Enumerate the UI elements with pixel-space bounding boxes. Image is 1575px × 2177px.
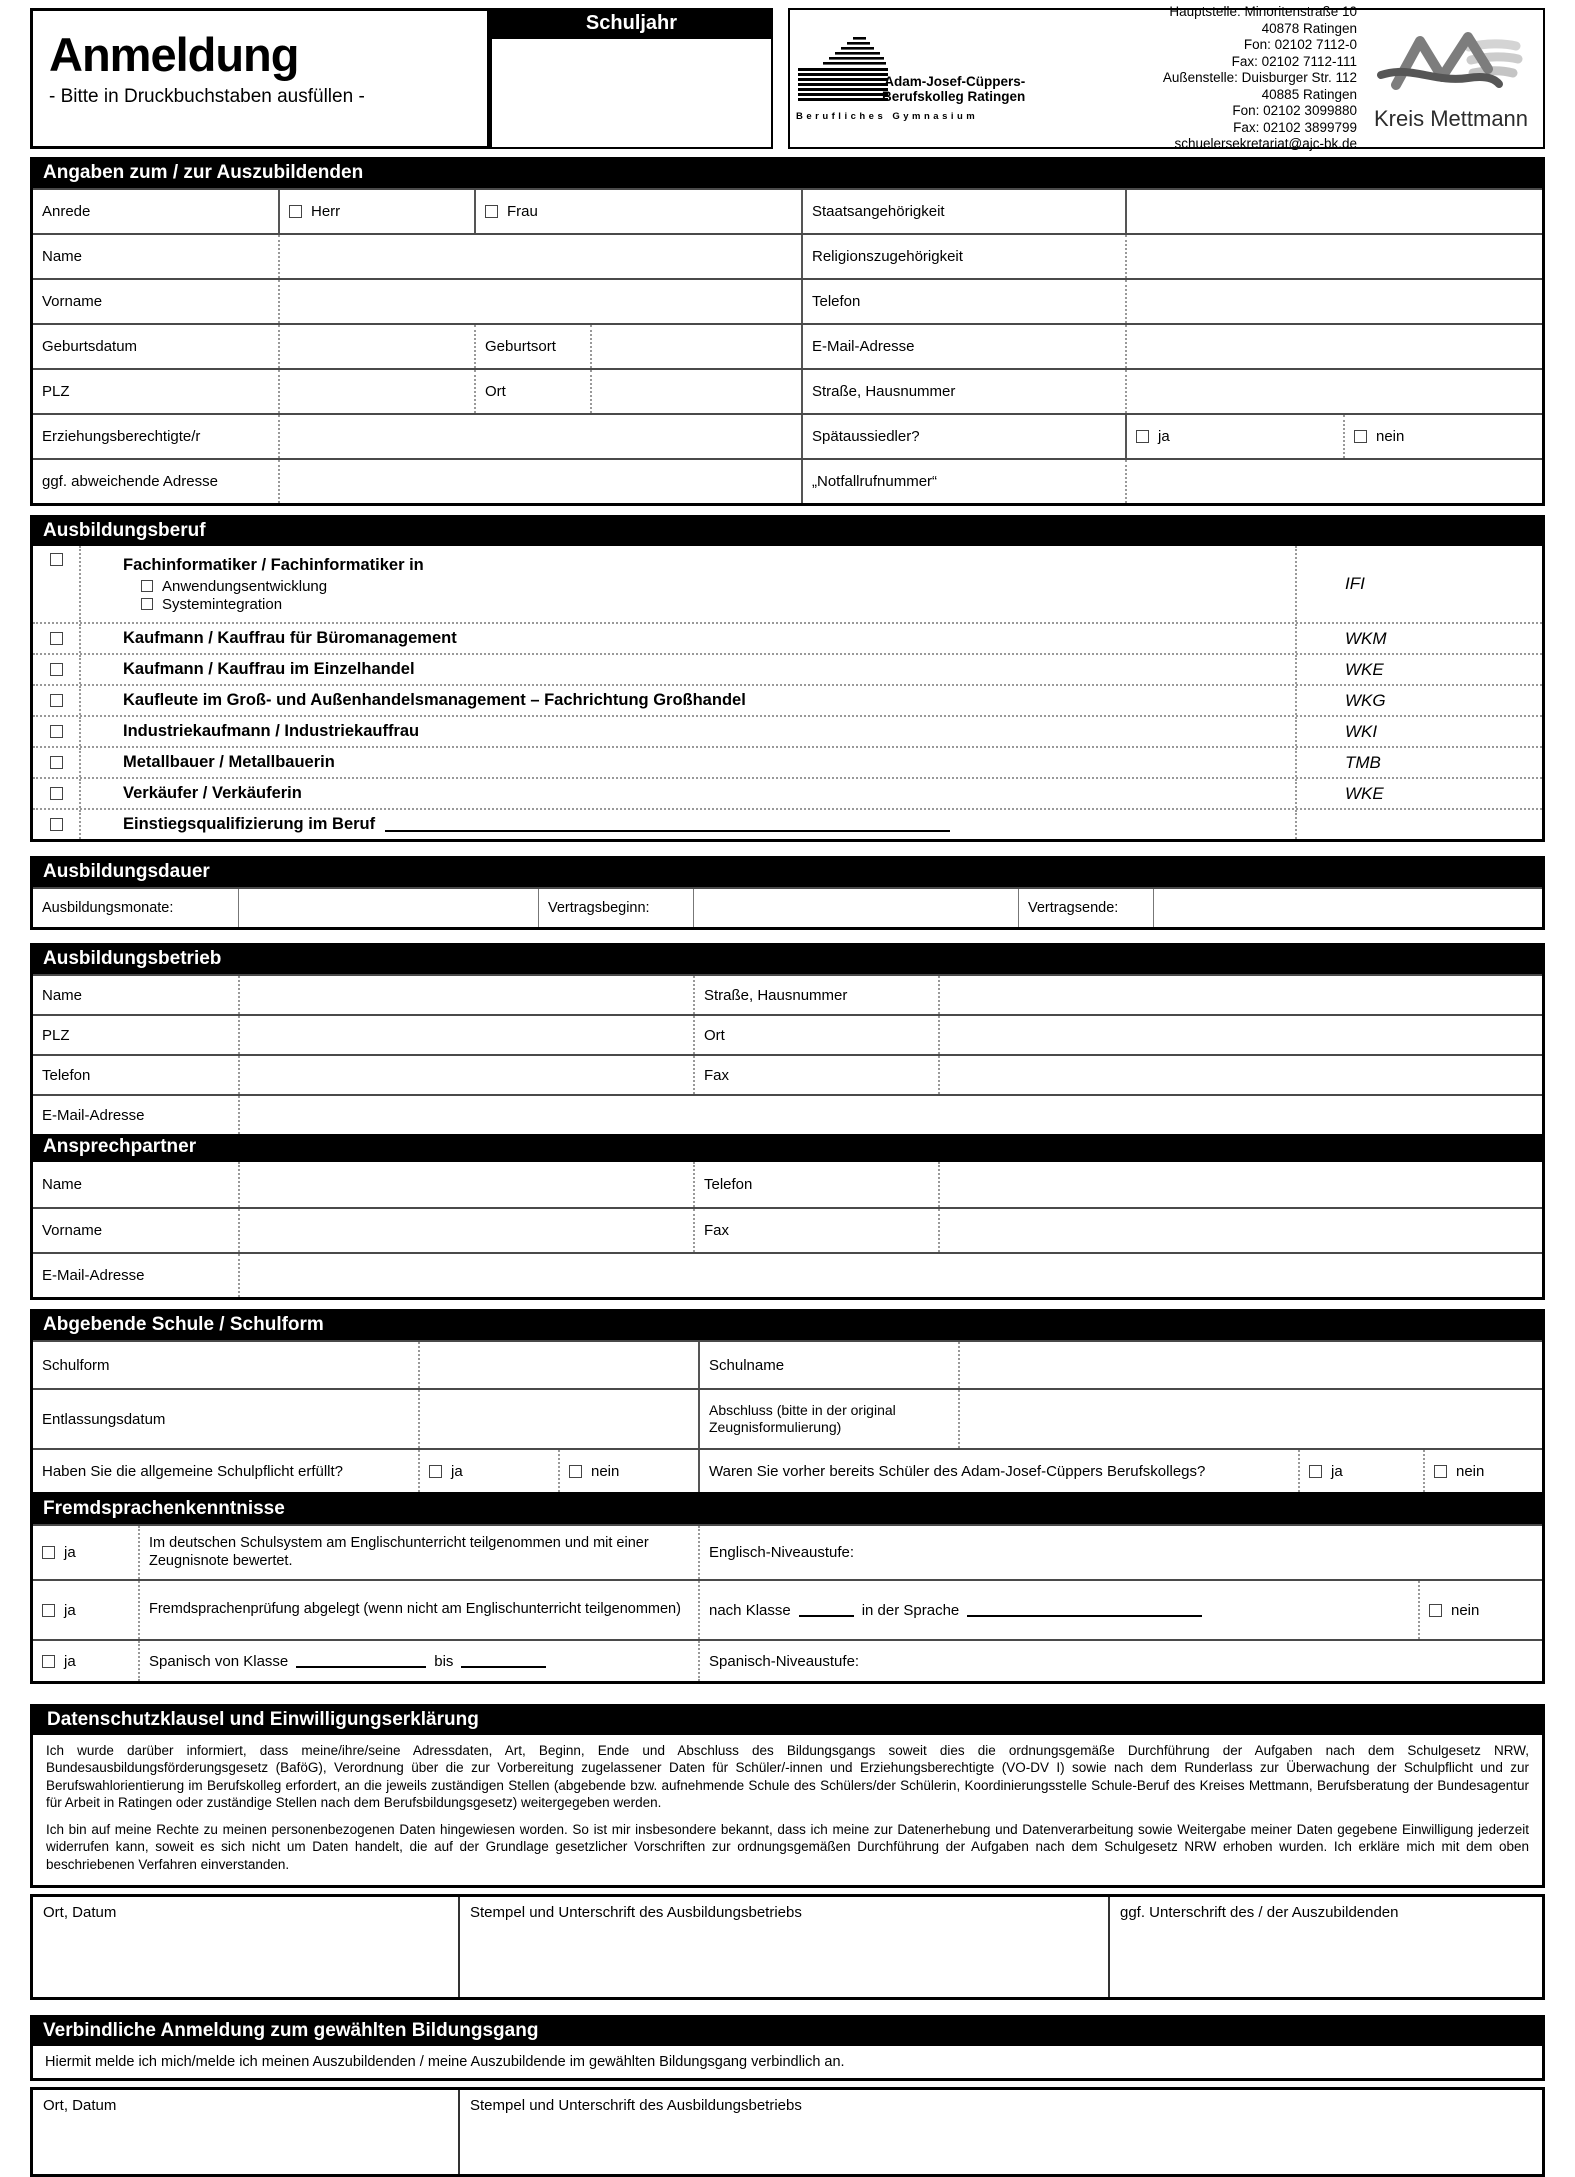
telefon-label: Telefon bbox=[801, 280, 1125, 323]
input-notfallrufnummer[interactable] bbox=[1125, 460, 1542, 503]
unterschrift-azubi-field[interactable] bbox=[1108, 1897, 1542, 1997]
beruf-label: Verkäufer / Verkäuferin bbox=[79, 779, 1295, 808]
checkbox-vorher-nein[interactable] bbox=[1423, 1450, 1542, 1492]
nein-label: nein bbox=[591, 1462, 620, 1480]
input-abschluss[interactable] bbox=[958, 1390, 1542, 1448]
checkbox-vorher-ja[interactable] bbox=[1298, 1450, 1423, 1492]
vorher-nein-checkbox-icon[interactable] bbox=[1434, 1465, 1447, 1478]
betrieb-plz-label: PLZ bbox=[42, 1026, 70, 1044]
staatsangehoerigkeit-label: Staatsangehörigkeit bbox=[801, 190, 1125, 233]
school-name bbox=[882, 74, 1025, 109]
address-line: Fon: 02102 3099880 bbox=[1232, 103, 1357, 119]
input-geburtsdatum[interactable] bbox=[278, 325, 474, 368]
input-geburtsort[interactable] bbox=[590, 325, 801, 368]
grosshandel-checkbox-icon[interactable] bbox=[50, 694, 63, 707]
ort-label: Ort bbox=[474, 370, 590, 413]
input-ap-email[interactable] bbox=[238, 1254, 1542, 1297]
input-betrieb-ort[interactable] bbox=[938, 1016, 1542, 1054]
row-englisch bbox=[33, 1524, 1542, 1579]
input-staatsangehoerigkeit[interactable] bbox=[1125, 190, 1542, 233]
beruf-row-industriekaufmann bbox=[33, 715, 1542, 746]
checkbox-systemintegration[interactable] bbox=[141, 596, 1295, 613]
input-email[interactable] bbox=[1125, 325, 1542, 368]
address-line: Fax: 02102 7112-111 bbox=[1231, 53, 1357, 69]
datenschutz-signature-box bbox=[30, 1894, 1545, 2000]
schuljahr-label: Schuljahr bbox=[492, 10, 771, 39]
checkbox-spaetaussiedler-nein[interactable] bbox=[1343, 415, 1542, 458]
schulname-label: Schulname bbox=[698, 1342, 958, 1388]
schulform-label: Schulform bbox=[42, 1356, 110, 1374]
ja-label: ja bbox=[1158, 428, 1170, 445]
input-ap-vorname[interactable] bbox=[238, 1209, 693, 1252]
row-plz bbox=[33, 368, 1542, 413]
metallbauer-checkbox-icon[interactable] bbox=[50, 756, 63, 769]
vertragsbeginn-label: Vertragsbeginn: bbox=[538, 889, 693, 927]
ajc-logo-icon bbox=[796, 35, 892, 109]
address-line: Fon: 02102 7112-0 bbox=[1243, 37, 1357, 53]
ap-vorname-label: Vorname bbox=[42, 1222, 103, 1239]
checkbox-einstiegsqualifizierung[interactable] bbox=[33, 810, 79, 839]
unterschrift-azubi-label: ggf. Unterschrift des / der Auszubildenden bbox=[1120, 1903, 1399, 1921]
section-abgebende-schule-title: Abgebende Schule / Schulform bbox=[33, 1312, 1542, 1340]
row-schulform bbox=[33, 1340, 1542, 1388]
ap-email-label: E-Mail-Adresse bbox=[42, 1267, 145, 1284]
input-betrieb-telefon[interactable] bbox=[238, 1056, 693, 1094]
einzelhandel-checkbox-icon[interactable] bbox=[50, 663, 63, 676]
row-name bbox=[33, 233, 1542, 278]
verbindliche-anmeldung-text: Hiermit melde ich mich/melde ich meinen Auszubildenden / meine Auszubildende im gewählten Bildungsgang verbindlich an. bbox=[45, 2053, 845, 2070]
row-betrieb-telefon bbox=[33, 1054, 1542, 1094]
input-strasse[interactable] bbox=[1125, 370, 1542, 413]
beruf-label: Fachinformatiker / Fachinformatiker in bbox=[123, 555, 424, 574]
school-name-line2: Berufskolleg Ratingen bbox=[882, 89, 1026, 105]
geburtsdatum-label: Geburtsdatum bbox=[42, 338, 138, 355]
beruf-row-einstiegsqualifizierung bbox=[33, 808, 1542, 839]
section-fremdsprachen bbox=[30, 1494, 1545, 1684]
input-vertragsbeginn[interactable] bbox=[693, 889, 1018, 927]
row-erziehungsberechtigte bbox=[33, 413, 1542, 458]
industriekaufmann-checkbox-icon[interactable] bbox=[50, 725, 63, 738]
englisch-text: Im deutschen Schulsystem am Englischunterricht teilgenommen und mit einer Zeugnisnote bewertet. bbox=[138, 1526, 698, 1579]
ja-label: ja bbox=[451, 1462, 463, 1480]
input-entlassungsdatum[interactable] bbox=[418, 1390, 698, 1448]
pruefung-ja-checkbox-icon[interactable] bbox=[42, 1604, 55, 1617]
section-ausbildungsdauer bbox=[30, 856, 1545, 930]
input-betrieb-strasse[interactable] bbox=[938, 976, 1542, 1014]
anwendungsentwicklung-checkbox-icon[interactable] bbox=[141, 580, 153, 592]
input-plz[interactable] bbox=[278, 370, 474, 413]
section-personal-title: Angaben zum / zur Auszubildenden bbox=[33, 160, 1542, 188]
herr-checkbox-icon[interactable] bbox=[289, 205, 302, 218]
notfallrufnummer-label: „Notfallrufnummer“ bbox=[801, 460, 1125, 503]
checkbox-schulpflicht-ja[interactable] bbox=[418, 1450, 558, 1492]
row-ausbildungsdauer bbox=[33, 887, 1542, 927]
datenschutz-text bbox=[33, 1735, 1542, 1885]
input-betrieb-email[interactable] bbox=[238, 1096, 1542, 1134]
page-title: Anmeldung bbox=[49, 28, 299, 81]
checkbox-frau[interactable] bbox=[474, 190, 801, 233]
section-ausbildungsdauer-title: Ausbildungsdauer bbox=[33, 859, 1542, 887]
beruf-label: Industriekaufmann / Industriekauffrau bbox=[79, 717, 1295, 746]
betrieb-fax-label: Fax bbox=[693, 1056, 938, 1094]
row-anrede bbox=[33, 188, 1542, 233]
in-der-sprache-label: in der Sprache bbox=[861, 1601, 960, 1619]
beruf-label: Kaufmann / Kauffrau im Einzelhandel bbox=[79, 655, 1295, 684]
input-ort[interactable] bbox=[590, 370, 801, 413]
nein-label: nein bbox=[1451, 1601, 1480, 1619]
vertragsende-label: Vertragsende: bbox=[1018, 889, 1153, 927]
input-schulname[interactable] bbox=[958, 1342, 1542, 1388]
section-personal bbox=[30, 157, 1545, 506]
sprache-fill-line[interactable] bbox=[967, 1603, 1202, 1617]
address-line: schuelersekretariat@ajc-bk.de bbox=[1174, 136, 1357, 152]
beruf-label: Kaufleute im Groß- und Außenhandelsmanagement – Fachrichtung Großhandel bbox=[79, 686, 1295, 715]
input-betrieb-fax[interactable] bbox=[938, 1056, 1542, 1094]
row-vorname bbox=[33, 278, 1542, 323]
religionszugehoerigkeit-label: Religionszugehörigkeit bbox=[801, 235, 1125, 278]
bis-label: bis bbox=[434, 1652, 454, 1670]
spanisch-text bbox=[138, 1641, 698, 1681]
ap-telefon-label: Telefon bbox=[693, 1162, 938, 1207]
checkbox-spaetaussiedler-ja[interactable] bbox=[1125, 415, 1343, 458]
spanisch-niveau-label: Spanisch-Niveaustufe: bbox=[698, 1641, 1542, 1681]
beruf-row-verkaeufer bbox=[33, 777, 1542, 808]
verbindlich-stempel-field[interactable] bbox=[458, 2090, 1542, 2174]
row-geburtsdatum bbox=[33, 323, 1542, 368]
checkbox-spanisch-ja[interactable] bbox=[33, 1641, 138, 1681]
section-fremdsprachen-title: Fremdsprachenkenntnisse bbox=[33, 1496, 1542, 1524]
englisch-niveau-label: Englisch-Niveaustufe: bbox=[698, 1526, 1542, 1579]
beruf-label-einstiegsqualifizierung bbox=[79, 810, 1295, 839]
beruf-code: TMB bbox=[1295, 748, 1542, 777]
betrieb-ort-label: Ort bbox=[693, 1016, 938, 1054]
input-betrieb-plz[interactable] bbox=[238, 1016, 693, 1054]
address-line: Außenstelle: Duisburger Str. 112 bbox=[1162, 70, 1357, 86]
spanisch-von-fill-line[interactable] bbox=[296, 1654, 426, 1668]
systemintegration-checkbox-icon[interactable] bbox=[141, 598, 153, 610]
input-telefon[interactable] bbox=[1125, 280, 1542, 323]
verbindlich-ort-datum-label: Ort, Datum bbox=[43, 2096, 117, 2114]
ausbildungsmonate-label: Ausbildungsmonate: bbox=[42, 900, 174, 916]
beruf-code: IFI bbox=[1295, 546, 1542, 622]
verbindlich-ort-datum-field[interactable] bbox=[33, 2090, 458, 2174]
vorher-ja-checkbox-icon[interactable] bbox=[1309, 1465, 1322, 1478]
einstiegsqualifizierung-checkbox-icon[interactable] bbox=[50, 818, 63, 831]
input-name[interactable] bbox=[278, 235, 801, 278]
beruf-row-grosshandel bbox=[33, 684, 1542, 715]
page-subtitle: - Bitte in Druckbuchstaben ausfüllen - bbox=[49, 86, 365, 107]
abschluss-label: Abschluss (bitte in der original Zeugnisformulierung) bbox=[698, 1390, 958, 1448]
input-ap-fax[interactable] bbox=[938, 1209, 1542, 1252]
input-religionszugehoerigkeit[interactable] bbox=[1125, 235, 1542, 278]
checkbox-herr[interactable] bbox=[278, 190, 474, 233]
section-ansprechpartner-title: Ansprechpartner bbox=[33, 1134, 1542, 1162]
schulpflicht-ja-checkbox-icon[interactable] bbox=[429, 1465, 442, 1478]
kreis-mettmann-icon bbox=[1376, 25, 1526, 103]
betrieb-strasse-label: Straße, Hausnummer bbox=[693, 976, 938, 1014]
beruf-row-metallbauer bbox=[33, 746, 1542, 777]
kreis-mettmann-label: Kreis Mettmann bbox=[1373, 106, 1529, 131]
ja-label: ja bbox=[1331, 1462, 1343, 1480]
schuljahr-box bbox=[490, 8, 773, 149]
einstiegsqualifizierung-fill-line[interactable] bbox=[385, 818, 950, 832]
datenschutz-absatz1: Ich wurde darüber informiert, dass meine/ihre/seine Adressdaten, Art, Beginn, Ende und Abschluss des Bildungsgangs soweit dies die ordnungsgemäße Durchführung der Aufgaben nach dem Schulgesetz NRW, Bundesausbildungsförderungsgesetz (BaföG), Verordnung über die zur Vorbereitung zugelassener Daten für Schüler/-innen und Erziehungsberechtigte (VO-DV I) sowie nach dem Runderlass zur Überwachung der Schulpflicht und zur Berufswahlorientierung im Berufskolleg erfordert, an die jeweils zuständigen Stellen (abgebende bzw. aufnehmende Schule des Schülers/der Schülerin, Koordinierungsstelle Schule-Beruf des Kreises Mettmann, Berufsberatung der Bundesagentur für Arbeit in Ratingen oder zuständige Stellen nach dem Berufsbildungsgesetz) weitergegeben werden. bbox=[46, 1743, 1529, 1810]
ja-label: ja bbox=[64, 1601, 76, 1619]
pruefung-details bbox=[698, 1581, 1418, 1639]
school-info-box bbox=[788, 4, 1545, 152]
checkbox-englisch-ja[interactable] bbox=[33, 1526, 138, 1579]
ajc-logo bbox=[796, 35, 1044, 122]
row-betrieb-plz bbox=[33, 1014, 1542, 1054]
betrieb-telefon-label: Telefon bbox=[42, 1066, 91, 1084]
schuljahr-input[interactable] bbox=[492, 39, 771, 147]
schulpflicht-frage: Haben Sie die allgemeine Schulpflicht erfüllt? bbox=[42, 1462, 344, 1480]
section-ausbildungsberuf-title: Ausbildungsberuf bbox=[33, 518, 1542, 546]
ja-label: ja bbox=[64, 1544, 76, 1561]
input-ap-telefon[interactable] bbox=[938, 1162, 1542, 1207]
stempel-unterschrift-field[interactable] bbox=[458, 1897, 1108, 1997]
geburtsort-label: Geburtsort bbox=[474, 325, 590, 368]
row-ap-email bbox=[33, 1252, 1542, 1297]
spaetaussiedler-label: Spätaussiedler? bbox=[801, 415, 1125, 458]
betrieb-name-label: Name bbox=[42, 986, 83, 1004]
ap-fax-label: Fax bbox=[693, 1209, 938, 1252]
checkbox-einzelhandel[interactable] bbox=[33, 655, 79, 684]
spanisch-von-label: Spanisch von Klasse bbox=[149, 1652, 289, 1670]
betrieb-email-label: E-Mail-Adresse bbox=[42, 1106, 145, 1124]
schulpflicht-nein-checkbox-icon[interactable] bbox=[569, 1465, 582, 1478]
address-line: 40878 Ratingen bbox=[1261, 20, 1357, 36]
address-line: 40885 Ratingen bbox=[1261, 86, 1357, 102]
stempel-label: Stempel und Unterschrift des Ausbildungsbetriebs bbox=[470, 1903, 802, 1921]
sub-label: Anwendungsentwicklung bbox=[162, 577, 328, 595]
kreis-mettmann-logo bbox=[1367, 25, 1535, 132]
school-name-line3: Berufliches Gymnasium bbox=[796, 111, 979, 122]
row-spanisch bbox=[33, 1639, 1542, 1681]
beruf-label: Einstiegsqualifizierung im Beruf bbox=[123, 815, 376, 833]
ja-label: ja bbox=[64, 1652, 76, 1670]
row-betrieb-name bbox=[33, 974, 1542, 1014]
checkbox-grosshandel[interactable] bbox=[33, 686, 79, 715]
strasse-label: Straße, Hausnummer bbox=[801, 370, 1125, 413]
row-entlassungsdatum bbox=[33, 1388, 1542, 1448]
section-datenschutz bbox=[30, 1704, 1545, 1888]
frau-label: Frau bbox=[507, 203, 538, 220]
verbindlich-stempel-label: Stempel und Unterschrift des Ausbildungsbetriebs bbox=[470, 2096, 802, 2114]
ort-datum-field[interactable] bbox=[33, 1897, 458, 1997]
spanisch-bis-fill-line[interactable] bbox=[461, 1654, 546, 1668]
vorher-frage: Waren Sie vorher bereits Schüler des Adam-Josef-Cüppers Berufskollegs? bbox=[698, 1450, 1298, 1492]
spanisch-ja-checkbox-icon[interactable] bbox=[42, 1655, 55, 1668]
name-label: Name bbox=[42, 248, 83, 265]
herr-label: Herr bbox=[311, 203, 341, 220]
input-ap-name[interactable] bbox=[238, 1162, 693, 1207]
email-label: E-Mail-Adresse bbox=[801, 325, 1125, 368]
section-abgebende-schule bbox=[30, 1309, 1545, 1494]
school-name-line1: Adam-Josef-Cüppers- bbox=[884, 73, 1026, 89]
nein-label: nein bbox=[1456, 1462, 1485, 1480]
pruefung-text: Fremdsprachenprüfung abgelegt (wenn nicht am Englischunterricht teilgenommen) bbox=[138, 1581, 698, 1639]
beruf-label: Kaufmann / Kauffrau für Büromanagement bbox=[79, 624, 1295, 653]
school-address bbox=[1044, 4, 1367, 152]
frau-checkbox-icon[interactable] bbox=[485, 205, 498, 218]
englisch-ja-checkbox-icon[interactable] bbox=[42, 1546, 55, 1559]
ort-datum-label: Ort, Datum bbox=[43, 1903, 117, 1921]
input-vertragsende[interactable] bbox=[1153, 889, 1542, 927]
input-betrieb-name[interactable] bbox=[238, 976, 693, 1014]
checkbox-anwendungsentwicklung[interactable] bbox=[141, 578, 1295, 595]
nach-klasse-label: nach Klasse bbox=[709, 1601, 791, 1619]
section-ausbildungsbetrieb-title: Ausbildungsbetrieb bbox=[33, 946, 1542, 974]
checkbox-fachinformatiker[interactable] bbox=[33, 546, 79, 622]
title-box bbox=[30, 8, 490, 149]
row-ap-vorname bbox=[33, 1207, 1542, 1252]
checkbox-pruefung-ja[interactable] bbox=[33, 1581, 138, 1639]
vorname-label: Vorname bbox=[42, 293, 103, 310]
spaetaussiedler-nein-checkbox-icon[interactable] bbox=[1354, 430, 1367, 443]
form-header bbox=[30, 4, 1545, 152]
checkbox-verkaeufer[interactable] bbox=[33, 779, 79, 808]
nein-label: nein bbox=[1376, 428, 1405, 445]
sub-label: Systemintegration bbox=[162, 595, 283, 613]
bueromanagement-checkbox-icon[interactable] bbox=[50, 632, 63, 645]
section-datenschutz-title: Datenschutzklausel und Einwilligungserklärung bbox=[33, 1707, 1542, 1735]
ap-name-label: Name bbox=[42, 1176, 83, 1193]
input-abweichende-adresse[interactable] bbox=[278, 460, 801, 503]
beruf-code: WKI bbox=[1295, 717, 1542, 746]
verbindlich-signature-row bbox=[33, 2090, 1542, 2174]
input-vorname[interactable] bbox=[278, 280, 801, 323]
entlassungsdatum-label: Entlassungsdatum bbox=[42, 1410, 166, 1428]
anrede-label: Anrede bbox=[42, 203, 91, 220]
beruf-code bbox=[1295, 810, 1542, 839]
checkbox-bueromanagement[interactable] bbox=[33, 624, 79, 653]
beruf-label: Metallbauer / Metallbauerin bbox=[79, 748, 1295, 777]
row-betrieb-email bbox=[33, 1094, 1542, 1134]
beruf-code: WKE bbox=[1295, 779, 1542, 808]
plz-label: PLZ bbox=[42, 383, 70, 400]
beruf-code: WKE bbox=[1295, 655, 1542, 684]
pruefung-nein-checkbox-icon[interactable] bbox=[1429, 1604, 1442, 1617]
datenschutz-signature-row bbox=[33, 1897, 1542, 1997]
verkaeufer-checkbox-icon[interactable] bbox=[50, 787, 63, 800]
row-abweichende-adresse bbox=[33, 458, 1542, 503]
fachinformatiker-checkbox-icon[interactable] bbox=[50, 553, 63, 566]
verbindlich-signature-box bbox=[30, 2087, 1545, 2177]
beruf-code: WKM bbox=[1295, 624, 1542, 653]
section-ausbildungsberuf bbox=[30, 515, 1545, 842]
checkbox-schulpflicht-nein[interactable] bbox=[558, 1450, 698, 1492]
section-verbindliche-anmeldung-title: Verbindliche Anmeldung zum gewählten Bildungsgang bbox=[33, 2018, 1542, 2046]
row-schulpflicht bbox=[33, 1448, 1542, 1492]
abweichende-adresse-label: ggf. abweichende Adresse bbox=[42, 473, 218, 490]
address-line: Fax: 02102 3899799 bbox=[1233, 119, 1357, 135]
erziehungsberechtigte-label: Erziehungsberechtigte/r bbox=[42, 428, 201, 445]
spaetaussiedler-ja-checkbox-icon[interactable] bbox=[1136, 430, 1149, 443]
beruf-row-bueromanagement bbox=[33, 622, 1542, 653]
address-line: Hauptstelle: Minoritenstraße 10 bbox=[1169, 4, 1357, 20]
checkbox-industriekaufmann[interactable] bbox=[33, 717, 79, 746]
beruf-row-einzelhandel bbox=[33, 653, 1542, 684]
input-erziehungsberechtigte[interactable] bbox=[278, 415, 801, 458]
datenschutz-absatz2: Ich bin auf meine Rechte zu meinen personenbezogenen Daten hingewiesen worden. So ist mir insbesondere bekannt, dass ich meine zur Datenerhebung und Datenverarbeitung sowie Weitergabe meiner Daten gegebene Einwilligung jederzeit widerrufen kann, soweit es sich nicht um Daten handelt, die auf der Grundlage gesetzlicher Vorschriften zur ordnungsgemäßen Durchführung der Aufgaben nach dem Schulgesetz NRW erhoben wurden. Ich erkläre mich mit dem oben beschriebenen Verfahren einverstanden. bbox=[46, 1822, 1529, 1872]
section-verbindliche-anmeldung bbox=[30, 2015, 1545, 2081]
checkbox-pruefung-nein[interactable] bbox=[1418, 1581, 1542, 1639]
row-ap-name bbox=[33, 1162, 1542, 1207]
beruf-code: WKG bbox=[1295, 686, 1542, 715]
beruf-row-fachinformatiker bbox=[33, 546, 1542, 622]
klasse-fill-line[interactable] bbox=[799, 1603, 854, 1617]
row-pruefung bbox=[33, 1579, 1542, 1639]
checkbox-metallbauer[interactable] bbox=[33, 748, 79, 777]
input-ausbildungsmonate[interactable] bbox=[238, 889, 538, 927]
input-schulform[interactable] bbox=[418, 1342, 698, 1388]
section-ausbildungsbetrieb bbox=[30, 943, 1545, 1300]
